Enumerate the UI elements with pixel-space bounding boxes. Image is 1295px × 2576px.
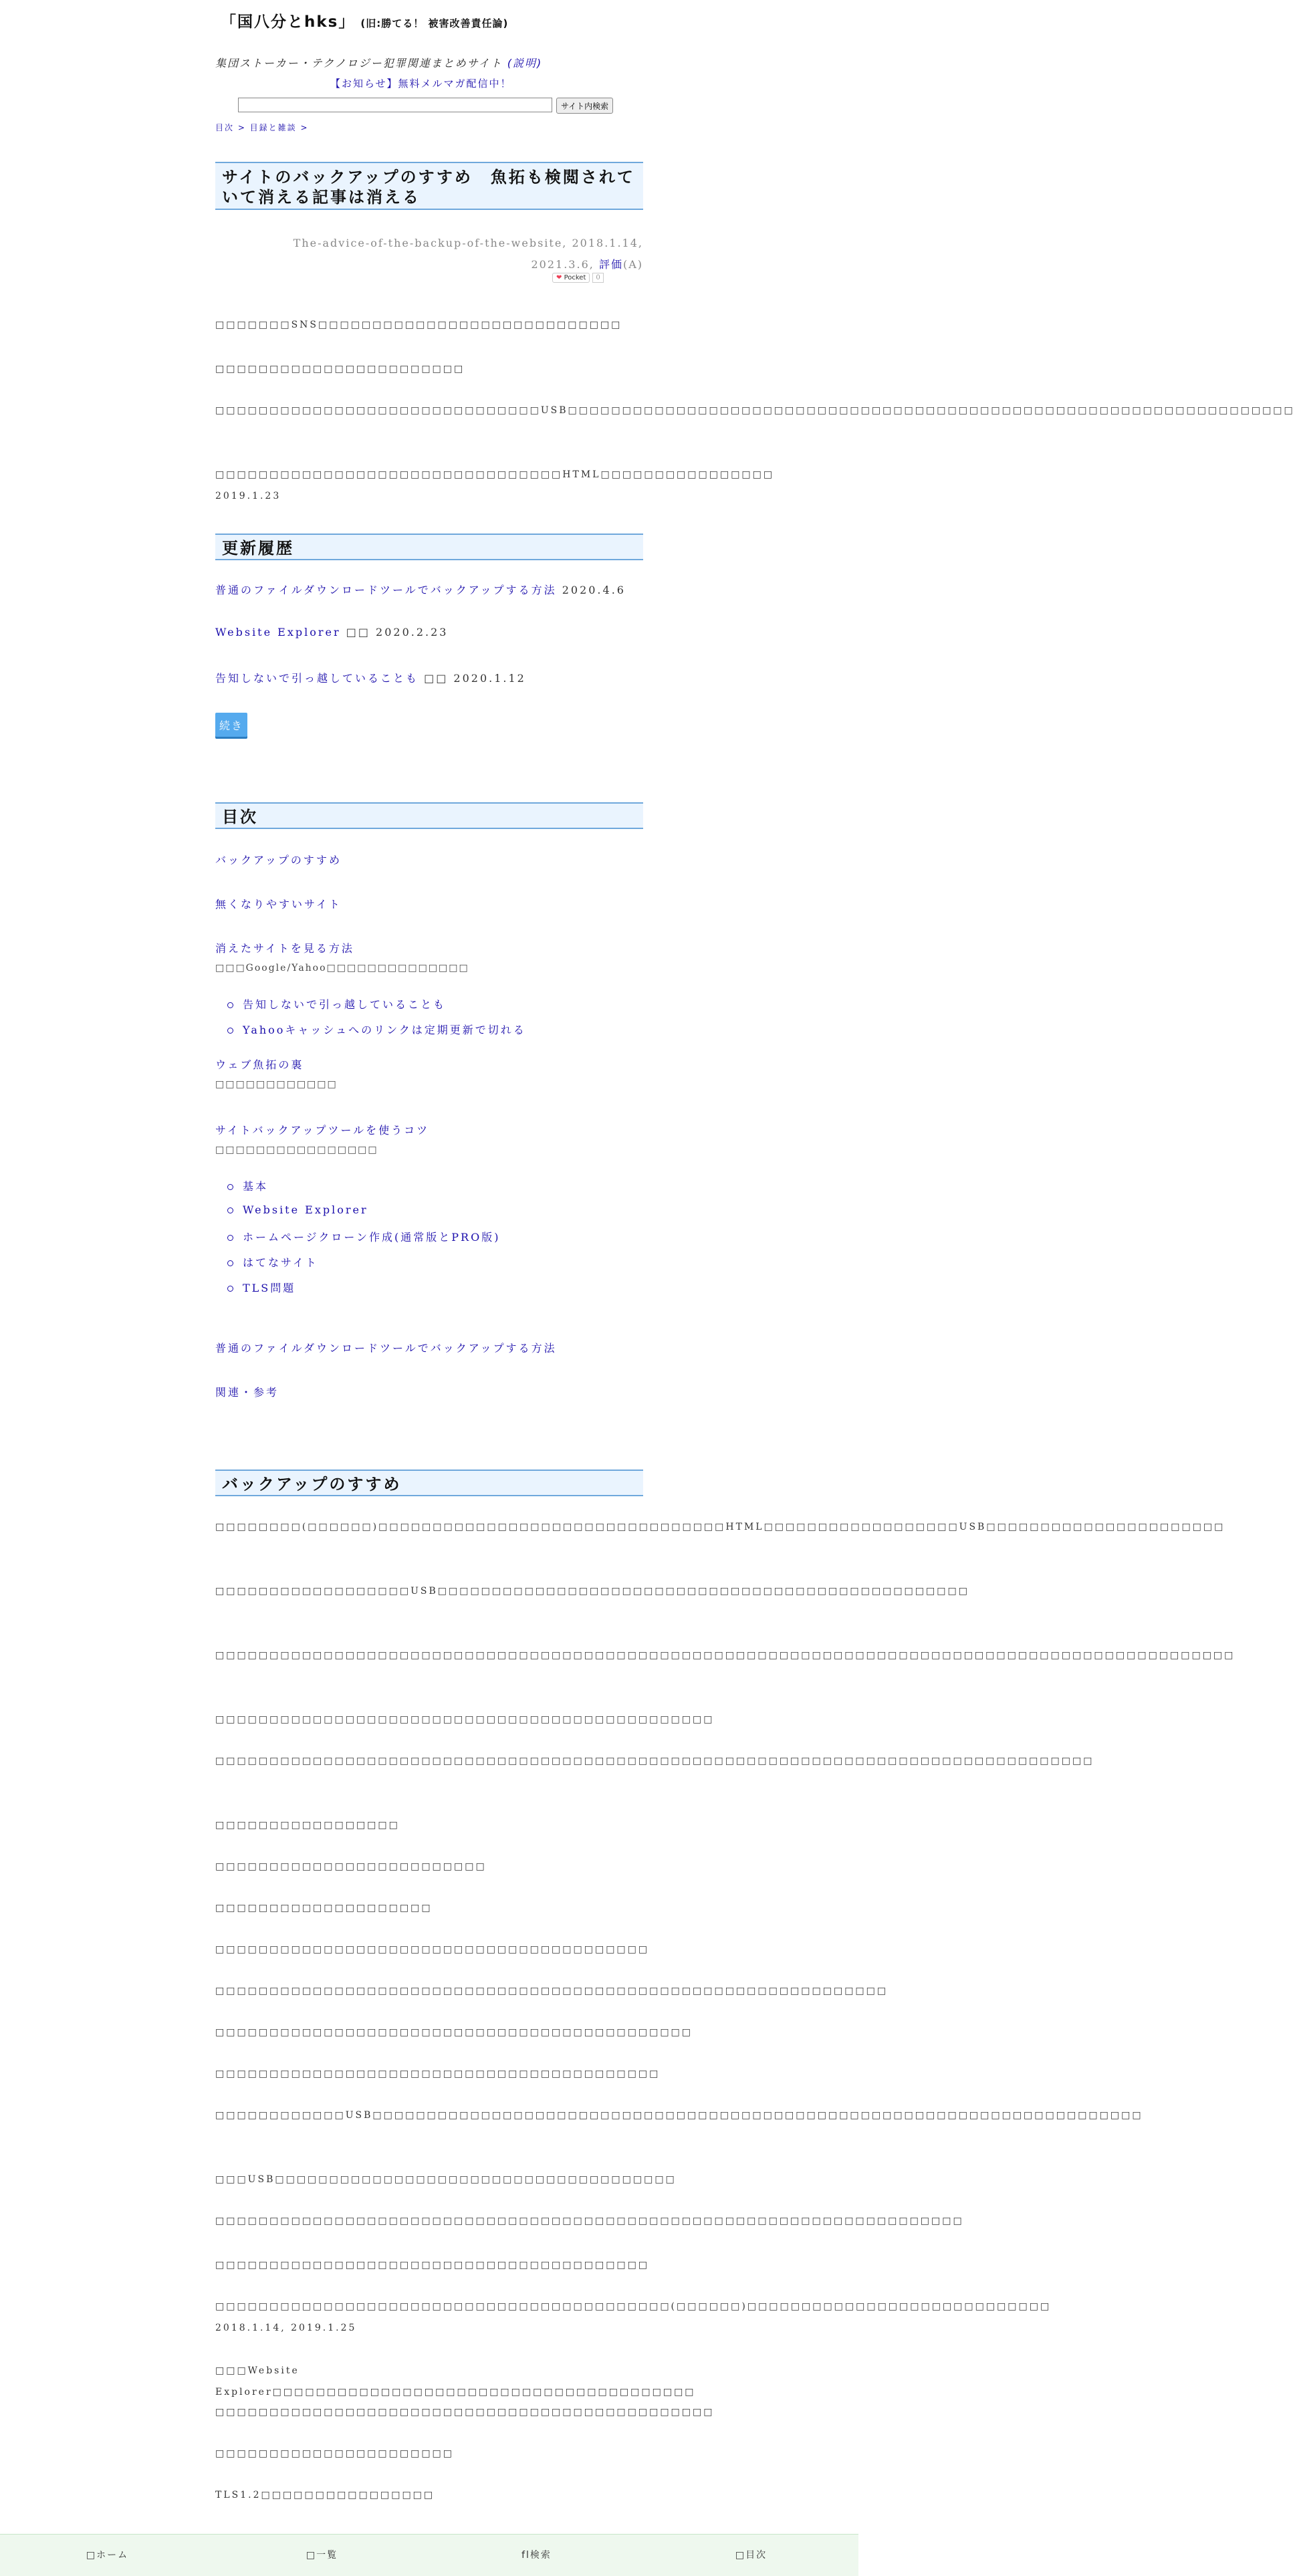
newsletter-notice-link[interactable]: 【お知らせ】無料メルマガ配信中！ (330, 78, 512, 90)
body-paragraph: □□□□□□□□□□□□□□□□□□USB□□□□□□□□□□□□□□□□□□□□□□□□□□□□□□□□□□□□□□□□□□□□□□□□□ (215, 1586, 969, 1597)
backup-section-heading: バックアップのすすめ (215, 1470, 643, 1496)
tagline-explanation-link[interactable]: (説明) (507, 57, 543, 70)
nav-list[interactable]: □一覧 (306, 2550, 338, 2561)
update-item[interactable] (215, 626, 448, 638)
toc-item-note: □□□□□□□□□□□□ (215, 1079, 338, 1090)
update-item-date: □□ 2020.1.12 (424, 672, 526, 685)
toc-item[interactable]: 無くなりやすいサイト (215, 898, 342, 911)
search-input[interactable] (238, 98, 552, 112)
toc-sub-item-label[interactable]: Website Explorer (243, 1203, 368, 1216)
intro-paragraph: □□□□□□□SNS□□□□□□□□□□□□□□□□□□□□□□□□□□□□ (215, 320, 622, 330)
toc-heading: 目次 (215, 802, 643, 829)
body-paragraph: □□□□□□□□□□□□□□□□□□□□□□□□□□□□□□□□□□□□□□□□□ (215, 2069, 661, 2079)
nav-toc[interactable]: □目次 (735, 2550, 768, 2561)
body-paragraph: □□□□□□□□□□□□USB□□□□□□□□□□□□□□□□□□□□□□□□□□□□□□□□□□□□□□□□□□□□□□□□□□□□□□□□□□□□□□□□□□□□□□□ (215, 2110, 1143, 2121)
more-button[interactable]: 続き (215, 713, 247, 737)
body-paragraph: □□□□□□□□□□□□□□□□□□□□□□□□□□□□□□□□□□□□□□□□□□□□□□□□□□□□□□□□□□□□□□□□□□□□□ (215, 2216, 964, 2226)
body-paragraph: □□□□□□□□□□□□□□□□□□□□□□□□□□□□□□□□□□□□□□□□□□□□□□ (215, 2407, 715, 2418)
toc-sub-item[interactable] (227, 1203, 368, 1216)
body-paragraph: □□□□□□□□□□□□□□□□□□□□□□ (215, 2448, 455, 2459)
body-paragraph: □□□□□□□□□□□□□□□□□□□□□□□□□□□□□□□□□□□□□□□□□□□□□□ (215, 1714, 715, 1725)
body-paragraph: □□□□□□□□□□□□□□□□□□□□□□□□□□□□□□□□□□□□□□□□ (215, 1944, 650, 1955)
toc-item[interactable]: サイトバックアップツールを使うコツ (215, 1124, 430, 1137)
breadcrumb[interactable]: 目次 > 目録と雑談 > (215, 123, 309, 132)
pocket-icon: ❤ (556, 274, 562, 281)
body-paragraph: □□□□□□□□□□□□□□□□□□□□□□□□□□□□□□□□□□□□□□□□□□□□ (215, 2027, 693, 2038)
toc-item[interactable]: 消えたサイトを見る方法 (215, 942, 354, 955)
bullet-icon (227, 1184, 233, 1190)
article-title: サイトのバックアップのすすめ 魚拓も検閲されていて消える記事は消える (215, 162, 643, 210)
bullet-icon (227, 1260, 233, 1266)
toc-sub-item-label[interactable]: TLS問題 (243, 1282, 296, 1294)
site-title-main[interactable]: 「国八分とhks」 (221, 13, 356, 31)
article-meta-line1: The-advice-of-the-backup-of-the-website, 2018.1.14, (293, 237, 643, 249)
article-updated-date: 2021.3.6, (531, 258, 594, 271)
bullet-icon (227, 1028, 233, 1034)
pocket-label: Pocket (564, 274, 586, 281)
body-paragraph: □□□□□□□□□□□□□□□□□□□□□□□□□□□□□□□□□□□□□□□□□□□□□□□□□□□□□□□□□□□□□□□□□□□□□□□□□□□□□□□□□ (215, 1756, 1094, 1766)
body-paragraph: □□□□□□□□□□□□□□□□□□□□□□□□□□□□□□□□□□□□□□□□□□(□□□□□□)□□□□□□□□□□□□□□□□□□□□□□□□□□□□ 2018.1.14, 2019.1.25 (215, 2301, 1052, 2333)
body-paragraph: □□□□□□□□□□□□□□□□□□□□□□□□□□□□□□□□□□□□□□□□□□□□□□□□□□□□□□□□□□□□□□ (215, 1986, 889, 1996)
update-item-title[interactable]: Website Explorer (215, 626, 341, 638)
body-paragraph: □□□□□□□□(□□□□□□)□□□□□□□□□□□□□□□□□□□□□□□□□□□□□□□□HTML□□□□□□□□□□□□□□□□□□USB□□□□□□□□□□□□□□□□□□□□□□ (215, 1522, 1225, 1532)
intro-paragraph: □□□□□□□□□□□□□□□□□□□□□□□□□□□□□□□□HTML□□□□□□□□□□□□□□□□ 2019.1.23 (215, 469, 775, 501)
toc-sub-item-label[interactable]: はてなサイト (243, 1256, 318, 1269)
intro-paragraph: □□□□□□□□□□□□□□□□□□□□□□□ (215, 364, 465, 374)
toc-sub-item[interactable] (227, 996, 446, 1012)
toc-item[interactable]: 関連・参考 (215, 1386, 279, 1399)
toc-sub-item-label[interactable]: ホームページクローン作成(通常版とPRO版) (243, 1231, 501, 1244)
article-meta (293, 233, 643, 275)
update-item-title[interactable]: 告知しないで引っ越していることも (215, 672, 419, 685)
toc-item[interactable]: 普通のファイルダウンロードツールでバックアップする方法 (215, 1342, 557, 1355)
body-paragraph: □□□USB□□□□□□□□□□□□□□□□□□□□□□□□□□□□□□□□□□□□□ (215, 2174, 677, 2185)
bullet-icon (227, 1235, 233, 1241)
toc-item-note: □□□□□□□□□□□□□□□□ (215, 1145, 378, 1155)
bullet-icon (227, 1286, 233, 1292)
update-item-title[interactable]: 普通のファイルダウンロードツールでバックアップする方法 (215, 584, 557, 596)
bottom-nav (0, 2534, 858, 2576)
body-paragraph: □□□□□□□□□□□□□□□□□□□□ (215, 1903, 433, 1913)
rating-value: (A) (622, 258, 643, 271)
body-paragraph: TLS1.2□□□□□□□□□□□□□□□□ (215, 2490, 435, 2500)
toc-sub-item[interactable] (227, 1254, 318, 1270)
toc-sub-item-label[interactable]: 基本 (243, 1180, 269, 1193)
site-search (238, 98, 613, 114)
body-paragraph: □□□□□□□□□□□□□□□□□□□□□□□□□ (215, 1861, 487, 1872)
tagline-text: 集団ストーカー・テクノロジー犯罪関連まとめサイト (215, 57, 503, 70)
toc-sub-item[interactable] (227, 1280, 296, 1295)
body-paragraph: □□□□□□□□□□□□□□□□□□□□□□□□□□□□□□□□□□□□□□□□□□□□□□□□□□□□□□□□□□□□□□□□□□□□□□□□□□□□□□□□□□□□□□□□□□□□□□ (215, 1650, 1235, 1661)
site-title[interactable] (221, 9, 508, 31)
toc-item[interactable]: バックアップのすすめ (215, 854, 342, 866)
nav-search[interactable]: fl検索 (521, 2550, 552, 2561)
intro-paragraph: □□□□□□□□□□□□□□□□□□□□□□□□□□□□□□USB□□□□□□□□□□□□□□□□□□□□□□□□□□□□□□□□□□□□□□□□□□□□□□□□□□□□□□□□□□□□□□□□□□□ (215, 405, 1295, 416)
toc-sub-item[interactable] (227, 1022, 526, 1037)
site-tagline (215, 55, 542, 70)
body-paragraph: □□□Website Explorer□□□□□□□□□□□□□□□□□□□□□□□□□□□□□□□□□□□□□□□ (215, 2365, 696, 2397)
site-subtitle: (旧:勝てる！ 被害改善責任論) (360, 17, 509, 29)
pocket-button[interactable] (552, 273, 590, 283)
update-history-heading: 更新履歴 (215, 534, 643, 560)
toc-item-note: □□□Google/Yahoo□□□□□□□□□□□□□□ (215, 963, 469, 973)
search-button[interactable]: サイト内検索 (556, 98, 613, 114)
toc-sub-item[interactable] (227, 1229, 500, 1244)
update-item[interactable] (215, 670, 526, 685)
pocket-count: 0 (592, 273, 603, 283)
body-paragraph: □□□□□□□□□□□□□□□□□□□□□□□□□□□□□□□□□□□□□□□□ (215, 2260, 650, 2270)
body-paragraph: □□□□□□□□□□□□□□□□□ (215, 1820, 400, 1831)
toc-sub-item[interactable] (227, 1178, 268, 1193)
pocket-widget (552, 273, 604, 283)
rating-link[interactable]: 評価 (598, 258, 623, 271)
toc-sub-item-label[interactable]: 告知しないで引っ越していることも (243, 998, 447, 1011)
bullet-icon (227, 1207, 233, 1213)
toc-item[interactable]: ウェブ魚拓の裏 (215, 1058, 304, 1071)
bullet-icon (227, 1002, 233, 1008)
toc-sub-item-label[interactable]: Yahooキャッシュへのリンクは定期更新で切れる (243, 1024, 526, 1036)
update-item-date: 2020.4.6 (562, 584, 626, 596)
update-item[interactable] (215, 582, 626, 597)
update-item-date: □□ 2020.2.23 (346, 626, 449, 638)
nav-home[interactable]: □ホーム (86, 2550, 129, 2561)
